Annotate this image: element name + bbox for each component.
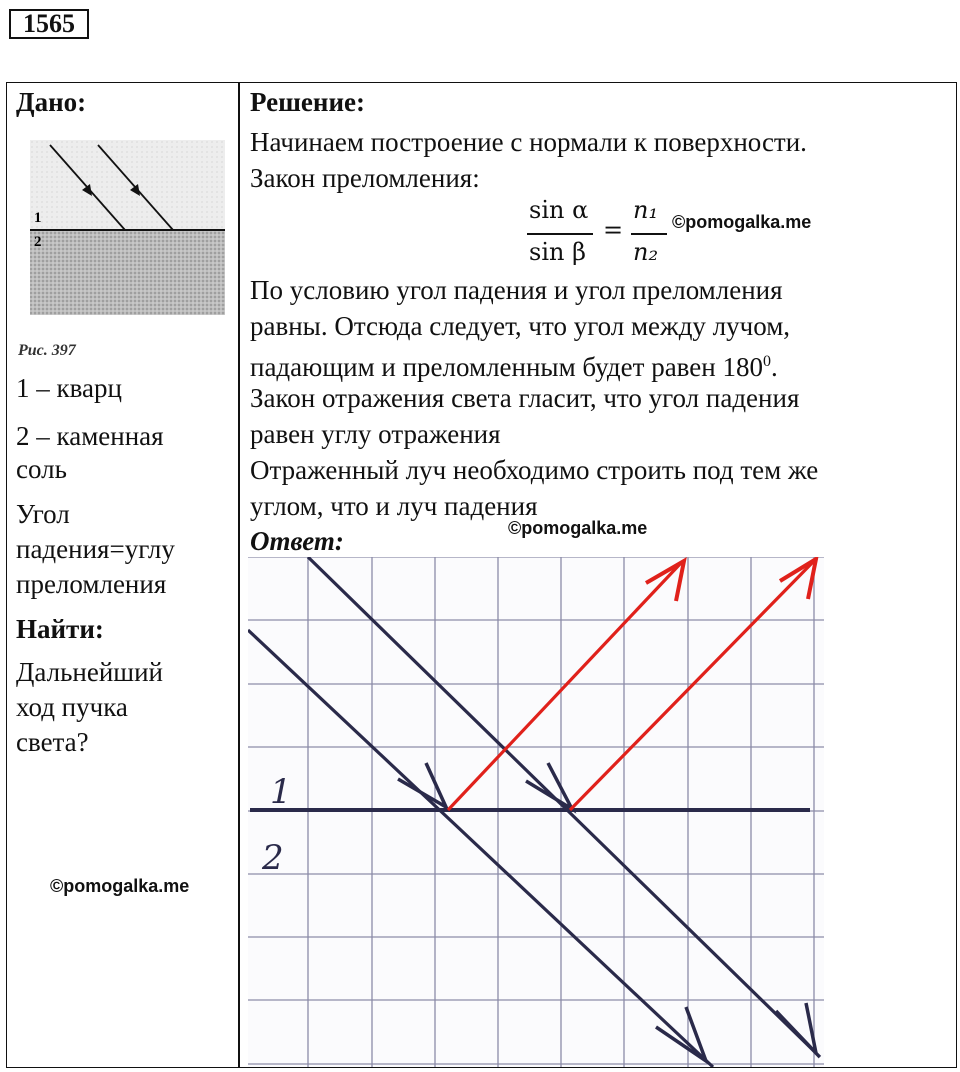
column-divider bbox=[238, 82, 240, 1068]
find-line-2: ход пучка bbox=[16, 692, 128, 722]
given-line-3: соль bbox=[16, 454, 67, 484]
given-figure bbox=[30, 140, 225, 315]
watermark: ©pomogalka.me bbox=[508, 518, 648, 538]
fraction-bar-right bbox=[631, 233, 667, 235]
formula-den-right: n₂ bbox=[633, 238, 659, 266]
find-heading: Найти: bbox=[16, 614, 104, 644]
given-line-1: 1 – кварц bbox=[16, 373, 122, 403]
solution-line-5: падающим и преломленным будет равен $180^0$. bbox=[250, 352, 778, 382]
given-heading: Дано: bbox=[16, 87, 87, 117]
medium-2 bbox=[30, 230, 225, 315]
solution-line-2: Закон преломления: bbox=[250, 163, 480, 193]
fraction-bar-left bbox=[527, 233, 593, 235]
figure-label-1: 1 bbox=[34, 210, 42, 226]
medium-1 bbox=[30, 140, 225, 230]
watermark: ©pomogalka.me bbox=[50, 876, 190, 896]
answer-heading: Ответ: bbox=[250, 526, 344, 556]
figure-label-2: 2 bbox=[34, 234, 42, 250]
solution-line-8: Отраженный луч необходимо строить под тем же bbox=[250, 455, 819, 485]
refraction-formula bbox=[525, 196, 675, 272]
answer-label-2: 2 bbox=[262, 838, 284, 878]
find-line-1: Дальнейший bbox=[16, 657, 163, 687]
answer-label-1: 1 bbox=[270, 772, 292, 812]
solution-line-9: углом, что и луч падения bbox=[250, 491, 538, 521]
formula-num-left: sin α bbox=[529, 196, 589, 224]
solution-line-5-text: падающим и преломленным будет равен 180 bbox=[250, 352, 763, 382]
solution-line-3: По условию угол падения и угол преломления bbox=[250, 275, 783, 305]
formula-equals: = bbox=[603, 216, 624, 244]
figure-caption: Рис. 397 bbox=[18, 342, 76, 359]
solution-line-7: равен углу отражения bbox=[250, 419, 501, 449]
given-line-5: падения=углу bbox=[16, 534, 175, 564]
problem-number: 1565 bbox=[9, 9, 89, 39]
solution-line-4: равны. Отсюда следует, что угол между лучом, bbox=[250, 311, 791, 341]
answer-drawing bbox=[248, 557, 824, 1067]
solution-line-6: Закон отражения света гласит, что угол падения bbox=[250, 383, 800, 413]
solution-heading: Решение: bbox=[250, 87, 365, 117]
degree-superscript: 0 bbox=[762, 353, 771, 370]
solution-line-1: Начинаем построение с нормали к поверхности. bbox=[250, 127, 807, 157]
watermark: ©pomogalka.me bbox=[672, 212, 812, 232]
given-line-2: 2 – каменная bbox=[16, 421, 164, 451]
formula-num-right: n₁ bbox=[633, 196, 659, 224]
given-line-4: Угол bbox=[16, 499, 70, 529]
formula-den-left: sin β bbox=[529, 238, 586, 266]
given-line-6: преломления bbox=[16, 569, 167, 599]
find-line-3: света? bbox=[16, 727, 89, 757]
